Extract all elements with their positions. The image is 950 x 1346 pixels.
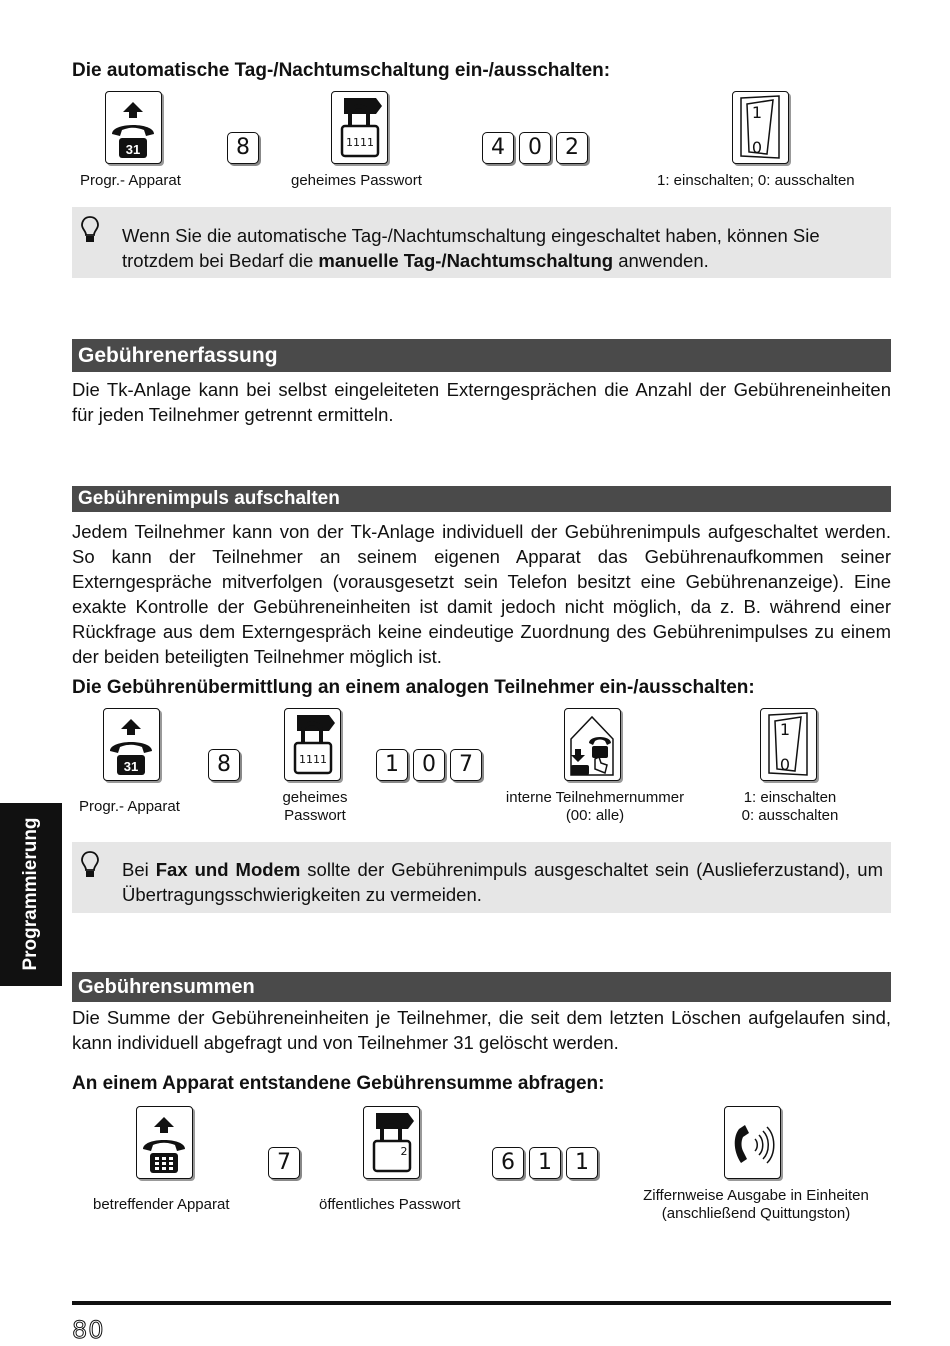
digit-key: 1 <box>566 1147 598 1179</box>
rocker-switch-icon <box>760 708 817 781</box>
caption-password: geheimes Passwort <box>291 172 422 189</box>
rocker-switch-icon <box>732 91 789 164</box>
phone-badge-text: 31 <box>125 142 141 157</box>
caption-line: interne Teilnehmernummer <box>505 789 685 806</box>
hint-text <box>122 857 883 907</box>
caption-output <box>620 1187 892 1223</box>
caption-line: (anschließend Quittungston) <box>661 1205 851 1222</box>
padlock-code-text: 2 <box>400 1145 408 1158</box>
digit-key: 2 <box>556 132 588 164</box>
programming-phone-icon <box>103 708 160 781</box>
switch-off-label: 0 <box>779 755 791 774</box>
padlock-code-text: 1111 <box>346 136 374 149</box>
caption-line: geheimes <box>282 789 348 806</box>
section-heading: Die automatische Tag-/Nachtumschaltung ein-/ausschalten: <box>72 60 611 81</box>
digit-key: 7 <box>450 749 482 781</box>
paragraph: Die Summe der Gebühreneinheiten je Teilnehmer, die seit dem letzten Löschen aufgelaufen sind, kann individuell abgefragt und von Teilnehmer 31 gelöscht werden. <box>72 1007 891 1053</box>
caption-switch: 1: einschalten; 0: ausschalten <box>657 172 855 189</box>
handset-sound-icon <box>724 1106 781 1179</box>
digit-key: 0 <box>519 132 551 164</box>
hint-text <box>122 223 883 273</box>
caption-apparat: betreffender Apparat <box>93 1196 230 1213</box>
caption-progr-apparat: Progr.- Apparat <box>80 172 181 189</box>
digit-key: 7 <box>268 1147 300 1179</box>
lightbulb-icon <box>80 850 100 880</box>
digit-key: 6 <box>492 1147 524 1179</box>
digit-key: 8 <box>208 749 240 781</box>
caption-line: 1: einschalten <box>743 789 837 806</box>
caption-progr-apparat: Progr.- Apparat <box>79 798 180 815</box>
hint-text-part: Bei <box>122 859 156 880</box>
section-heading: An einem Apparat entstandene Gebührensumme abfragen: <box>72 1073 605 1094</box>
digit-key: 0 <box>413 749 445 781</box>
padlock-icon <box>284 708 341 781</box>
hint-text-bold: manuelle Tag-/Nachtumschaltung <box>318 250 614 271</box>
caption-line: 0: ausschalten <box>741 807 839 824</box>
switch-off-label: 0 <box>751 138 763 157</box>
footer-rule <box>72 1301 891 1305</box>
caption-internal-number <box>495 789 695 825</box>
digit-key: 8 <box>227 132 259 164</box>
page-number: 80 <box>72 1316 105 1344</box>
caption-password <box>255 789 375 825</box>
switch-on-label: 1 <box>779 720 791 739</box>
caption-password: öffentliches Passwort <box>319 1196 461 1213</box>
caption-line: (00: alle) <box>565 807 625 824</box>
padlock-icon <box>331 91 388 164</box>
programming-phone-icon <box>105 91 162 164</box>
hint-text-part: sollte der Gebührenimpuls ausgeschaltet sein (Auslieferzustand), um Übertragungsschwierigkeiten zu vermeiden. <box>122 859 884 905</box>
hint-text-part: anwenden. <box>613 250 709 271</box>
padlock-icon <box>363 1106 420 1179</box>
hint-box <box>72 207 891 278</box>
telephone-icon <box>136 1106 193 1179</box>
hint-text-part: Wenn Sie die automatische Tag-/Nachtumschaltung eingeschaltet haben, können Sie trotzdem bei Bedarf die <box>122 225 820 271</box>
padlock-code-text: 1111 <box>299 753 327 766</box>
caption-switch <box>725 789 855 825</box>
caption-line: Ziffernweise Ausgabe in Einheiten <box>643 1187 869 1204</box>
section-title-bar: Gebührensummen <box>72 972 891 1002</box>
section-title-bar: Gebührenimpuls aufschalten <box>72 486 891 512</box>
hint-text-bold: Fax und Modem <box>155 859 301 880</box>
lightbulb-icon <box>80 215 100 245</box>
internal-extension-icon <box>564 708 621 781</box>
phone-badge-text: 31 <box>123 759 139 774</box>
paragraph: Jedem Teilnehmer kann von der Tk-Anlage individuell der Gebührenimpuls aufgeschaltet werden. So kann der Teilnehmer an seinem eigenen Apparat das Gebührenaufkommen seiner Externgespräche mitverfolgen (vorausgesetzt sein Telefon besitzt eine Gebührenanzeige). Eine exakte Kontrolle der Gebühreneinheiten ist damit jedoch nicht möglich, da z. B. während einer Rückfrage aus dem Externgespräch keine eindeutige Zuordnung des Gebührenimpulses zu einem der beiden beteiligten Teilnehmer möglich ist. <box>72 521 891 667</box>
section-title-bar: Gebührenerfassung <box>72 339 891 372</box>
chapter-tab <box>0 803 62 986</box>
paragraph: Die Tk-Anlage kann bei selbst eingeleiteten Externgesprächen die Anzahl der Gebühreneinheiten für jeden Teilnehmer getrennt ermitteln. <box>72 379 891 425</box>
section-heading: Die Gebührenübermittlung an einem analogen Teilnehmer ein-/ausschalten: <box>72 677 755 698</box>
chapter-tab-label: Programmierung <box>20 817 41 971</box>
digit-key: 1 <box>529 1147 561 1179</box>
caption-line: Passwort <box>284 807 346 824</box>
digit-key: 1 <box>376 749 408 781</box>
hint-box <box>72 842 891 913</box>
digit-key: 4 <box>482 132 514 164</box>
switch-on-label: 1 <box>751 103 763 122</box>
